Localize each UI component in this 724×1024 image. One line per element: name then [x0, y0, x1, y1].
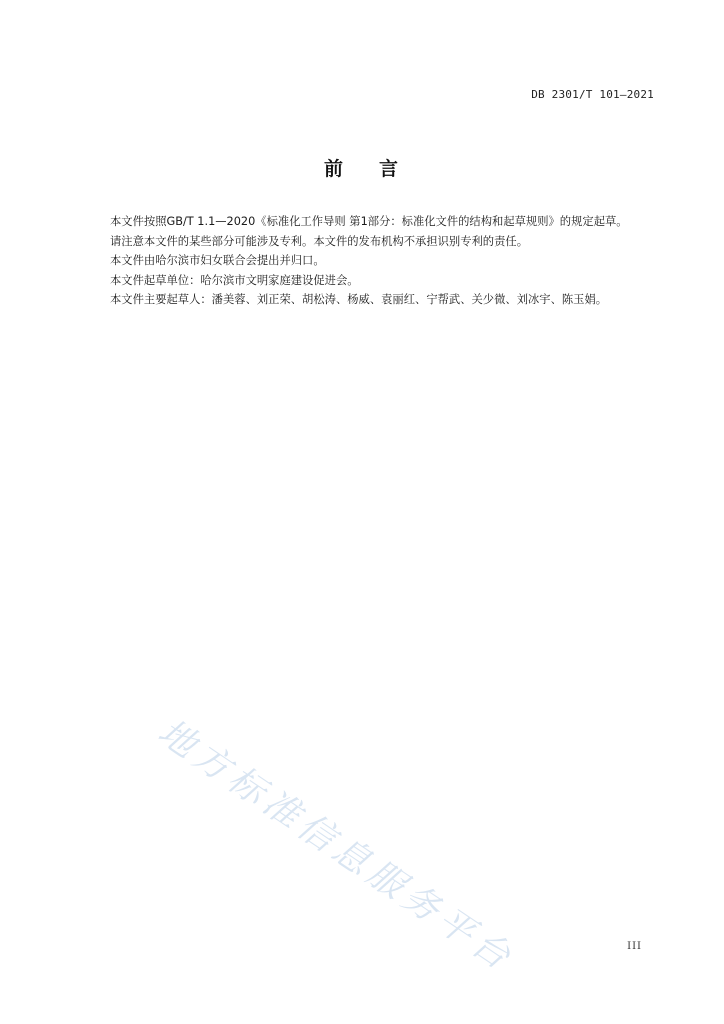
- foreword-body: [88, 212, 660, 310]
- title-char-2: 言: [379, 158, 401, 180]
- page-number: III: [627, 941, 642, 952]
- standard-code: DB 2301/T 101—2021: [531, 88, 654, 101]
- paragraph-drafters: 本文件主要起草人：潘美蓉、刘正荣、胡松涛、杨威、袁丽红、宁帮武、关少微、刘冰宇、陈玉娟。: [110, 293, 608, 306]
- title-char-1: 前: [323, 158, 345, 180]
- paragraph-patent-notice: 请注意本文件的某些部分可能涉及专利。本文件的发布机构不承担识别专利的责任。: [110, 234, 528, 248]
- paragraph-drafting-unit: 本文件起草单位：哈尔滨市文明家庭建设促进会。: [110, 273, 359, 287]
- paragraph-drafting-rules: 本文件按照GB/T 1.1—2020《标准化工作导则 第1部分：标准化文件的结构和起草规则》的规定起草。: [110, 215, 628, 228]
- watermark: 地方标准信息服务平台: [150, 711, 522, 981]
- paragraph-proposer: 本文件由哈尔滨市妇女联合会提出并归口。: [110, 254, 325, 267]
- page-title: [0, 154, 724, 181]
